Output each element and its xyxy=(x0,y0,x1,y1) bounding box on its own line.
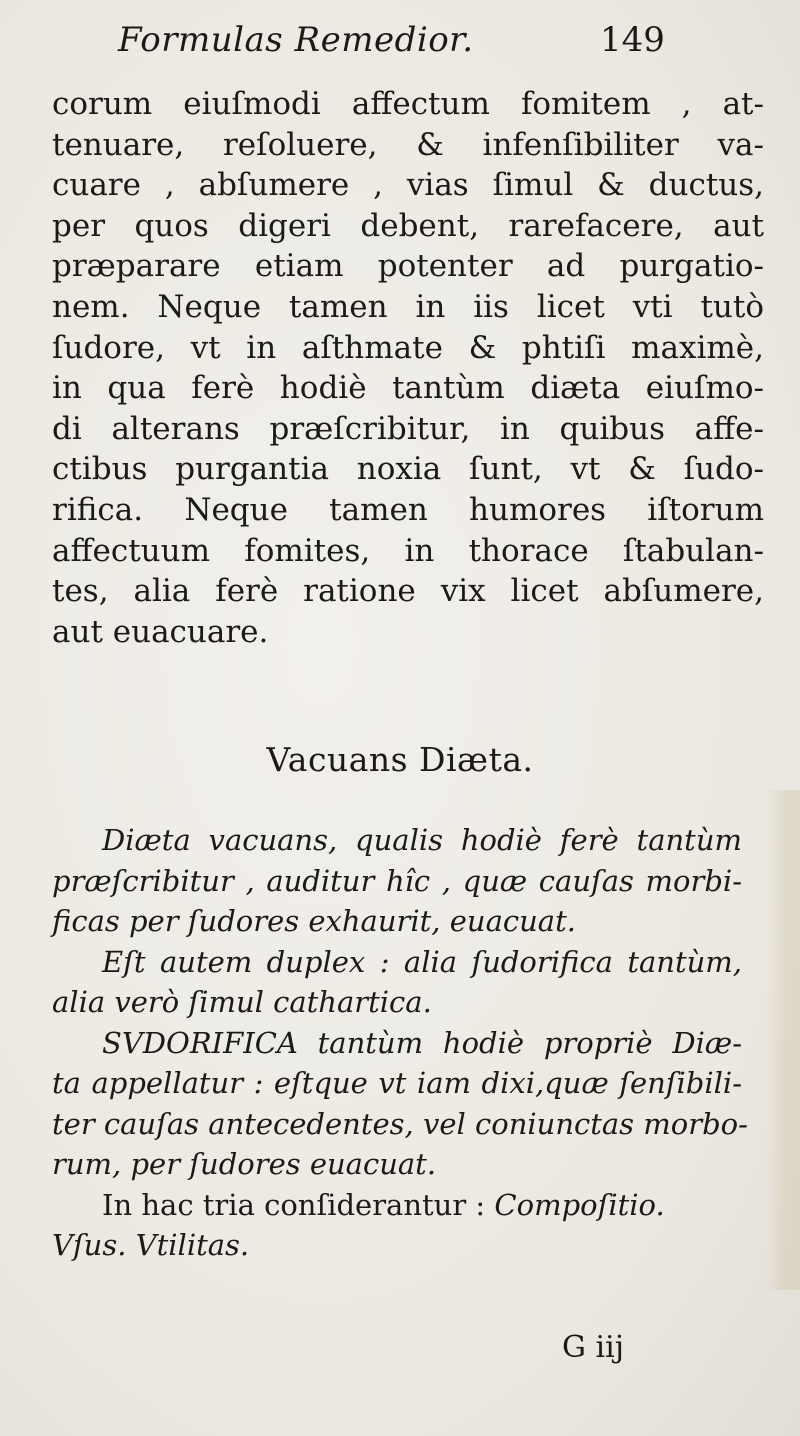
text-line: præſcribitur , auditur hîc , quæ cauſas morbi- xyxy=(52,863,742,898)
text-line: tes, alia ferè ratione vix licet abſumere, xyxy=(52,573,764,610)
page-header xyxy=(0,16,800,72)
text-line: aut euacuare. xyxy=(52,613,269,650)
text-line: rum, per ſudores euacuat. xyxy=(52,1147,437,1181)
text-line: cuare , abſumere , vias ſimul & ductus, xyxy=(52,167,764,204)
text-line: alia verò ſimul cathartica. xyxy=(52,985,432,1019)
text-line: di alterans præſcribitur, in quibus affe- xyxy=(52,410,764,447)
text-line: affectuum fomites, in thorace ſtabulan- xyxy=(52,532,764,569)
text-line: ficas per ſudores exhaurit, euacuat. xyxy=(52,904,576,938)
running-title: Formulas Remedior. xyxy=(118,20,474,60)
text-line: Diæta vacuans, qualis hodiè ferè tantùm xyxy=(102,823,742,857)
closing-line-italic: Compoſitio. xyxy=(494,1187,665,1222)
text-line: ſudore, vt in aſthmate & phtiſi maximè, xyxy=(52,329,764,366)
section-heading: Vacuans Diæta. xyxy=(266,740,534,779)
signature-mark: G iij xyxy=(562,1330,624,1365)
text-line: præparare etiam potenter ad purgatio- xyxy=(52,248,764,285)
text-line: ta appellatur : eſtque vt iam dixi,quæ ſenſibili- xyxy=(52,1066,742,1100)
page-stain xyxy=(766,790,800,1290)
text-line: Eſt autem duplex : alia ſudorifica tantùm, xyxy=(102,944,742,979)
italic-paragraph xyxy=(52,820,748,1266)
text-line: ctibus purgantia noxia ſunt, vt & ſudo- xyxy=(52,451,764,488)
text-line: ter cauſas antecedentes, vel coniunctas morbo- xyxy=(52,1106,748,1141)
text-line: per quos digeri debent, rarefacere, aut xyxy=(52,207,764,244)
text-line: rifica. Neque tamen humores iſtorum xyxy=(52,491,764,528)
text-line: SVDORIFICA tantùm hodiè propriè Diæ- xyxy=(102,1025,742,1060)
text-line: in qua ferè hodiè tantùm diæta eiuſmo- xyxy=(52,370,764,407)
closing-line xyxy=(52,1185,742,1226)
body-paragraph xyxy=(52,84,764,652)
text-line: corum eiuſmodi affectum fomitem , at- xyxy=(52,86,764,122)
page-number: 149 xyxy=(600,20,665,60)
final-line: Vſus. Vtilitas. xyxy=(52,1228,250,1262)
closing-line-roman: In hac tria conſiderantur : xyxy=(102,1187,495,1222)
text-line: nem. Neque tamen in iis licet vti tutò xyxy=(52,288,764,325)
text-line: tenuare, reſoluere, & infenſibiliter va- xyxy=(52,126,764,163)
